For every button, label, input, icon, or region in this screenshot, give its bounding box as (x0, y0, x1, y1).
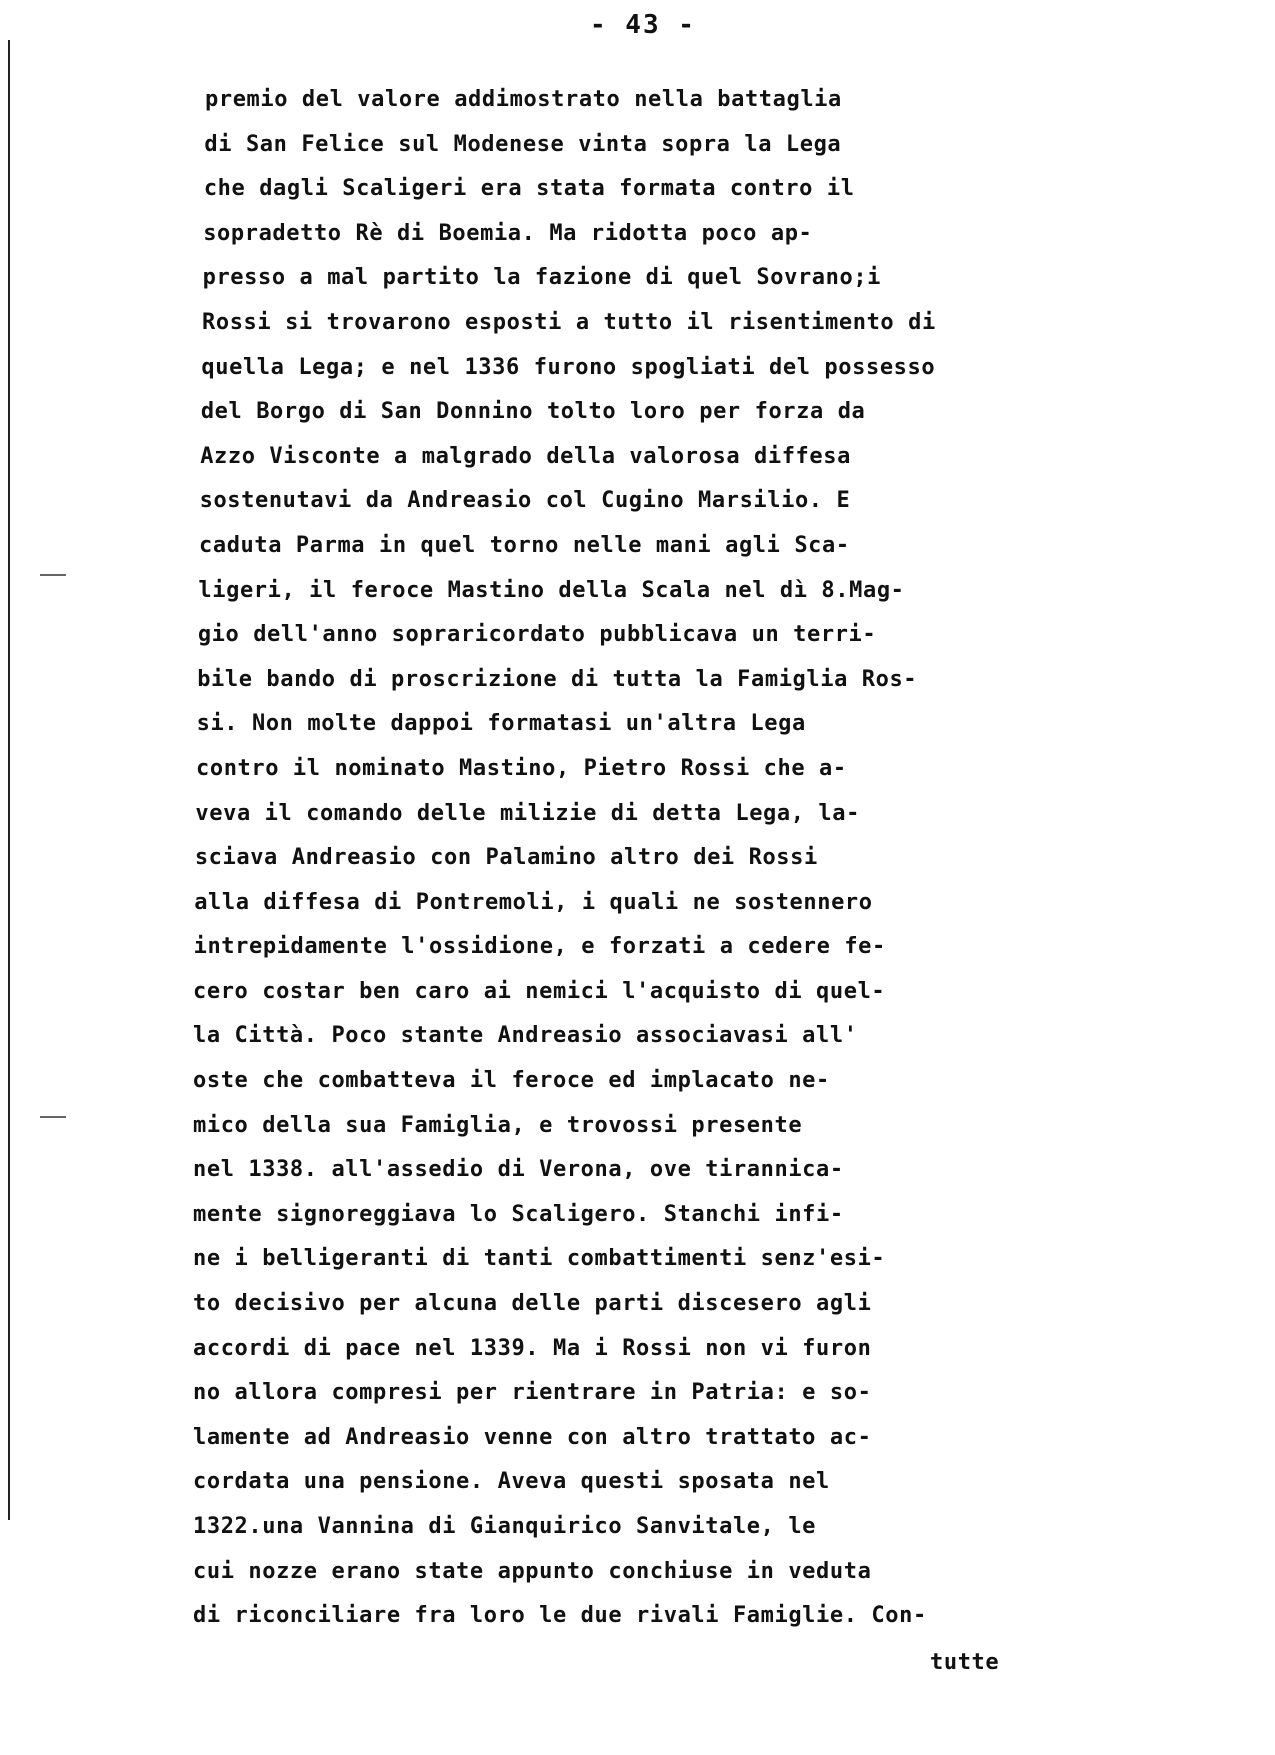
text-line: ne i belligeranti di tanti combattimenti senz'esi- (193, 1246, 886, 1272)
text-line: presso a mal partito la fazione di quel Sovrano;i (202, 265, 882, 291)
text-line: gio dell'anno sopraricordato pubblicava un terri- (197, 622, 877, 648)
text-line: intrepidamente l'ossidione, e forzati a cedere fe- (193, 934, 886, 960)
catchword: tutte (930, 1650, 1000, 1675)
text-line: mico della sua Famiglia, e trovossi presente (193, 1112, 803, 1138)
margin-mark (40, 1116, 66, 1118)
text-line: nel 1338. all'assedio di Verona, ove tirannica- (193, 1157, 844, 1183)
text-line: cordata una pensione. Aveva questi sposata nel (193, 1469, 830, 1495)
text-line: cero costar ben caro ai nemici l'acquisto di quel- (193, 978, 886, 1004)
text-line: di riconciliare fra loro le due rivali Famiglie. Con- (193, 1603, 927, 1629)
text-line: alla diffesa di Pontremoli, i quali ne sostennero (194, 889, 873, 915)
text-line: premio del valore addimostrato nella battaglia (205, 87, 842, 112)
text-line: Azzo Visconte a malgrado della valorosa diffesa (200, 443, 851, 469)
text-line: del Borgo di San Donnino tolto loro per forza da (200, 399, 866, 425)
text-line: sciava Andreasio con Palamino altro dei Rossi (194, 845, 818, 871)
text-line: ligeri, il feroce Mastino della Scala nel dì 8.Mag- (198, 577, 905, 603)
text-line: oste che combatteva il feroce ed implacato ne- (193, 1068, 830, 1094)
binding-edge-line (8, 40, 10, 1520)
body-text (193, 78, 1245, 1639)
text-line: lamente ad Andreasio venne con altro trattato ac- (193, 1424, 872, 1450)
text-line: accordi di pace nel 1339. Ma i Rossi non vi furon (193, 1335, 872, 1361)
text-line: sopradetto Rè di Boemia. Ma ridotta poco ap- (203, 220, 813, 246)
text-line: quella Lega; e nel 1336 furono spogliati del possesso (201, 354, 936, 380)
text-line: to decisivo per alcuna delle parti discesero agli (193, 1291, 872, 1317)
text-line: 1322.una Vannina di Gianquirico Sanvitale, le (193, 1514, 817, 1539)
text-line: che dagli Scaligeri era stata formata contro il (203, 176, 855, 202)
text-line: contro il nominato Mastino, Pietro Rossi che a- (196, 755, 847, 781)
text-line: veva il comando delle milizie di detta Lega, la- (195, 800, 860, 826)
text-line: la Città. Poco stante Andreasio associavasi all' (193, 1023, 858, 1049)
text-line: no allora compresi per rientrare in Patria: e so- (193, 1380, 872, 1406)
margin-mark (40, 574, 66, 576)
text-line: Rossi si trovarono esposti a tutto il risentimento di (202, 309, 936, 335)
text-line: caduta Parma in quel torno nelle mani agli Sca- (199, 532, 850, 558)
text-line: si. Non molte dappoi formatasi un'altra Lega (196, 711, 806, 737)
text-line: di San Felice sul Modenese vinta sopra la Lega (204, 131, 842, 157)
text-line: mente signoreggiava lo Scaligero. Stanchi infi- (193, 1201, 844, 1227)
text-line: sostenutavi da Andreasio col Cugino Marsilio. E (199, 488, 851, 514)
text-line: cui nozze erano state appunto conchiuse in veduta (193, 1558, 872, 1584)
page-number: - 43 - (590, 10, 696, 40)
text-line: bile bando di proscrizione di tutta la Famiglia Ros- (197, 666, 918, 692)
